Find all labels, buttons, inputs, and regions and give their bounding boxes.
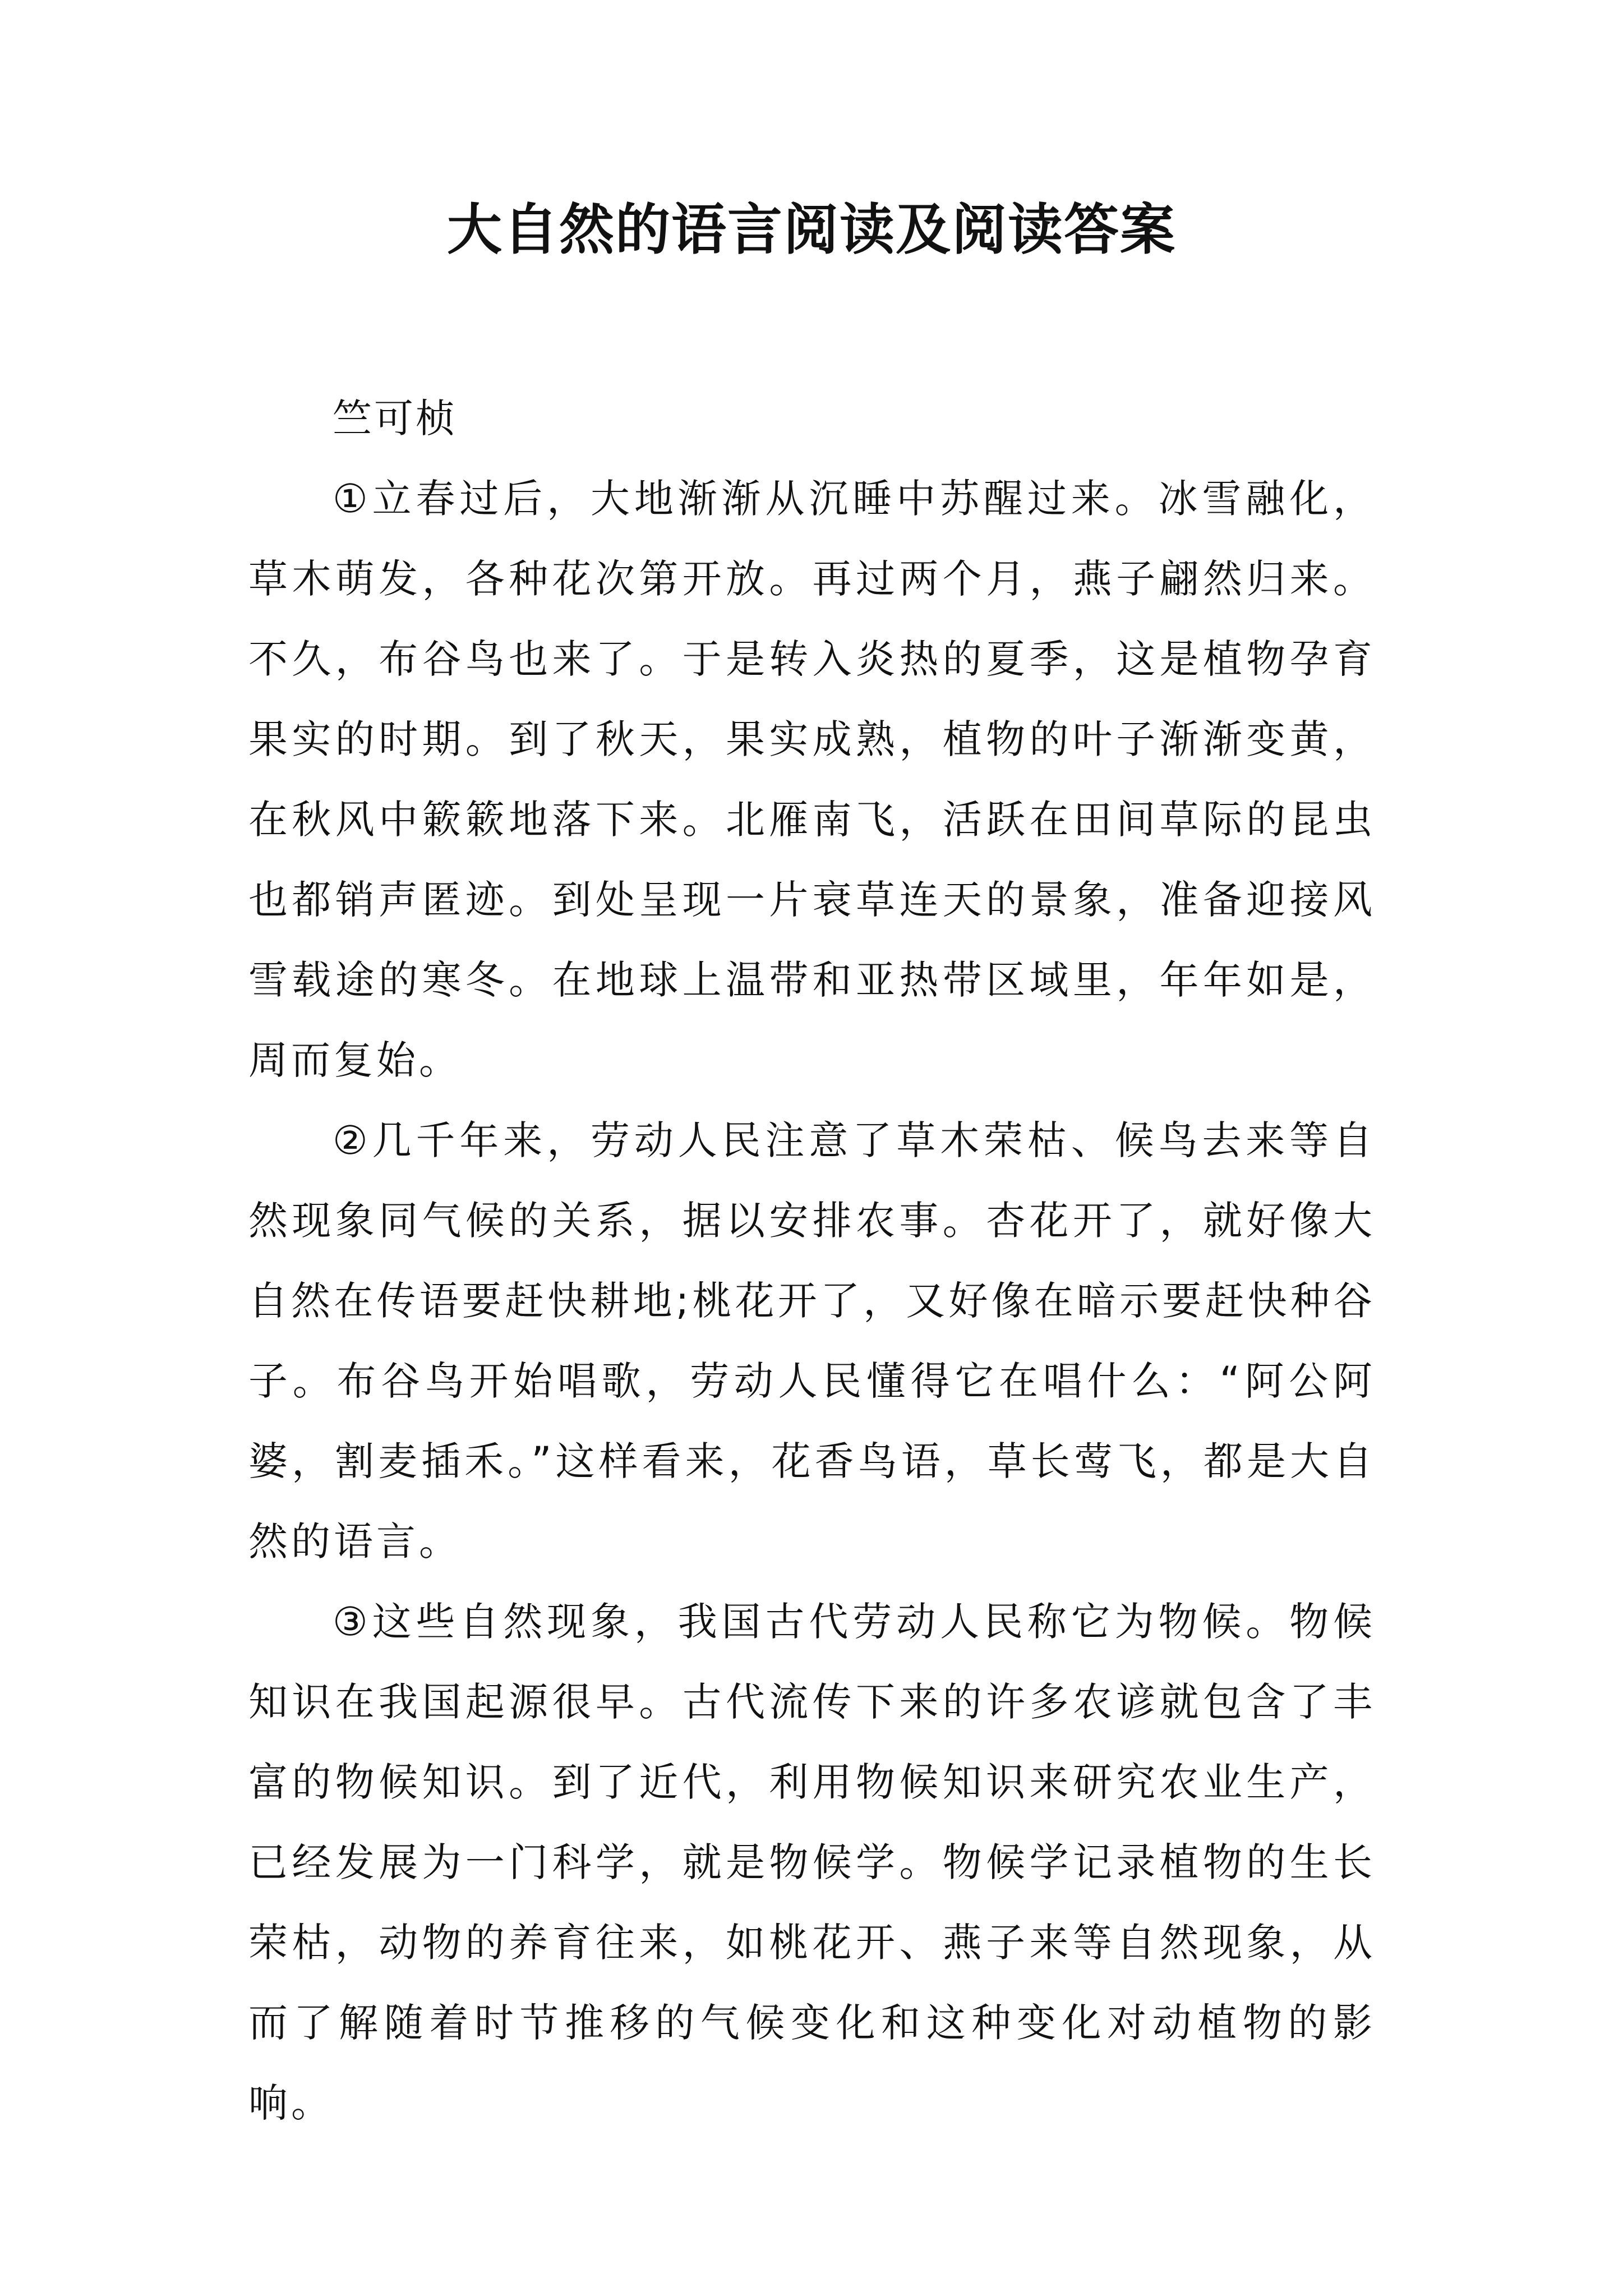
document-title: 大自然的语言阅读及阅读答案	[446, 197, 1176, 262]
paragraph-2: ②几千年来，劳动人民注意了草木荣枯、候鸟去来等自然现象同气候的关系，据以安排农事。杏花开了，就好像大自然在传语要赶快耕地;桃花开了，又好像在暗示要赶快种谷子。布谷鸟开始唱歌，劳动人民懂得它在唱什么：“阿公阿婆，割麦插禾。”这样看来，花香鸟语，草长莺飞，都是大自然的语言。	[248, 1117, 1376, 1565]
author-line: 竺可桢	[333, 395, 457, 441]
article-body	[248, 379, 1376, 2143]
paragraph-3: ③这些自然现象，我国古代劳动人民称它为物候。物候知识在我国起源很早。古代流传下来的许多农谚就包含了丰富的物候知识。到了近代，利用物候知识来研究农业生产，已经发展为一门科学，就是物候学。物候学记录植物的生长荣枯，动物的养育往来，如桃花开、燕子来等自然现象，从而了解随着时节推移的气候变化和这种变化对动植物的影响。	[248, 1599, 1376, 2126]
paragraph-1: ①立春过后，大地渐渐从沉睡中苏醒过来。冰雪融化，草木萌发，各种花次第开放。再过两个月，燕子翩然归来。不久，布谷鸟也来了。于是转入炎热的夏季，这是植物孕育果实的时期。到了秋天，果实成熟，植物的叶子渐渐变黄，在秋风中簌簌地落下来。北雁南飞，活跃在田间草际的昆虫也都销声匿迹。到处呈现一片衰草连天的景象，准备迎接风雪载途的寒冬。在地球上温带和亚热带区域里，年年如是，周而复始。	[248, 476, 1376, 1083]
